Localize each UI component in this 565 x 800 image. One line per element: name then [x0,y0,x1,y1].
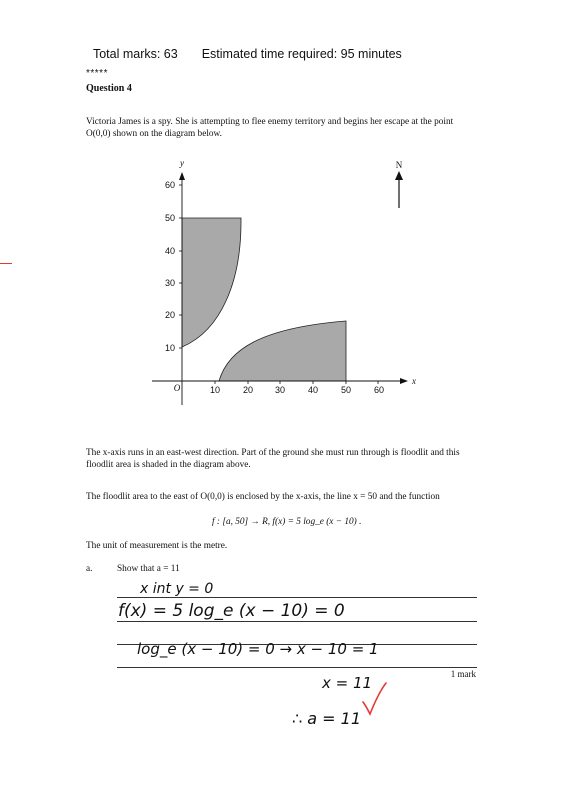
handwriting-line-1: x int y = 0 [140,581,214,597]
y-tick-label: 10 [164,343,176,353]
margin-mark [0,263,12,264]
unit-text: The unit of measurement is the metre. [86,541,228,551]
function-definition: f : [a, 50] → R, f(x) = 5 log_e (x − 10) . [212,517,362,527]
total-marks: Total marks: 63 [92,47,178,61]
x-tick-label: 10 [209,385,221,395]
x-tick-label: 30 [274,385,286,395]
part-a-question: Show that a = 11 [117,564,180,574]
y-tick-label: 60 [164,180,176,190]
y-tick-label: 40 [164,246,176,256]
intro-line-1: Victoria James is a spy. She is attempting to flee enemy territory and begins her escape at the point [86,117,454,127]
x-tick-label: 20 [242,385,254,395]
x-tick-label: 40 [307,385,319,395]
handwriting-line-5: ∴ a = 11 [292,709,362,728]
origin-label: O [173,383,181,393]
answer-line [117,667,477,668]
x-axis-arrow [400,378,408,384]
check-mark-icon [360,680,390,720]
intro-line-2: O(0,0) shown on the diagram below. [86,129,222,139]
exam-header [86,33,402,61]
x-tick-label: 60 [373,385,385,395]
y-tick-label: 30 [164,278,176,288]
part-a-label: a. [86,564,93,574]
floodlit-diagram [150,150,430,415]
handwriting-line-3: log_e (x − 10) = 0 → x − 10 = 1 [137,640,379,658]
mark-allocation: 1 mark [450,669,476,679]
answer-line [117,621,477,622]
para-floodlit-line-2: floodlit area is shaded in the diagram above. [86,460,251,470]
handwriting-line-2: f(x) = 5 log_e (x − 10) = 0 [118,601,345,621]
y-axis-label: y [180,158,184,168]
north-arrow-head [395,171,403,180]
north-label: N [395,160,403,170]
para-floodlit [86,447,460,471]
y-tick-label: 50 [164,213,176,223]
para-enclosed: The floodlit area to the east of O(0,0) is enclosed by the x-axis, the line x = 50 and the function [86,492,440,502]
y-axis-arrow [179,172,185,180]
shaded-region-east [219,321,346,381]
separator-stars: ***** [86,68,108,79]
time-required: Estimated time required: 95 minutes [201,47,402,61]
answer-line [117,597,477,598]
handwriting-line-4: x = 11 [322,674,373,692]
intro-text [86,116,453,140]
question-title: Question 4 [86,83,132,94]
shaded-region-west [182,218,241,347]
x-tick-label: 50 [340,385,352,395]
para-floodlit-line-1: The x-axis runs in an east-west direction. Part of the ground she must run through is floodlit and this [86,448,460,458]
y-tick-label: 20 [164,310,176,320]
x-axis-label: x [412,376,416,386]
